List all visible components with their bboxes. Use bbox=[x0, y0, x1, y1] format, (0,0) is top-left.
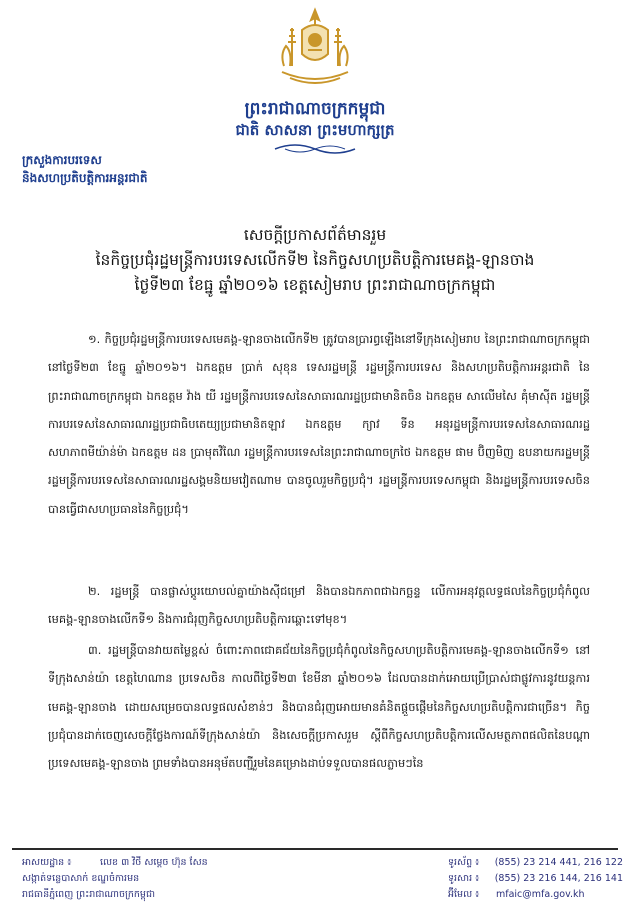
footer-divider bbox=[12, 848, 618, 850]
kingdom-title: ព្រះរាជាណាចក្រកម្ពុជា bbox=[244, 99, 386, 119]
fax-label: ទូរសារ ៖ bbox=[448, 873, 480, 884]
address-line-1: លេខ ៣ វិថី សម្តេច ហ៊ុន សែន bbox=[100, 857, 208, 868]
ornament-divider-icon bbox=[270, 141, 360, 157]
ministry-name: ក្រសួងការបរទេស bbox=[22, 153, 102, 167]
royal-coat-of-arms-icon bbox=[270, 6, 360, 88]
phone-number: (855) 23 214 441, 216 122 bbox=[494, 857, 623, 868]
paragraph-3: ៣. រដ្ឋមន្ត្រីបានវាយតម្លៃខ្ពស់ ចំពោះភាពជោគជ័យនៃកិច្ចប្រជុំកំពូលនៃកិច្ចសហប្រតិបត្តិការមេគង្គ-ឡានចាងលើកទី១ នៅទីក្រុងសាន់យ៉ា ខេត្តហៃណាន ប្រទេសចិន កាលពីថ្ងៃទី២៣ ខែមីនា ឆ្នាំ២០១៦ ដែលបានដាក់អោយប្រើប្រាស់ជាផ្លូវការនូវយន្តការមេគង្គ-ឡានចាង ដោយសម្រេចបានលទ្ធផលសំខាន់ៗ និងបានជំរុញអោយមានគំនិតផ្តួចផ្តើមនៃកិច្ចសហប្រតិបត្តិការជាច្រើន។ កិច្ចប្រជុំបានដាក់ចេញសេចក្តីថ្លែងការណ៍ទីក្រុងសាន់យ៉ា និងសេចក្តីប្រកាសរួម ស្តីពីកិច្ចសហប្រតិបត្តិការលើសមត្ថភាពផលិតនៃបណ្តាប្រទេសមេគង្គ-ឡានចាង ព្រមទាំងបានអនុម័តបញ្ជីរួមនៃគម្រោងដាប់ទទួលបានផលភ្លាមៗនៃ bbox=[48, 643, 590, 771]
paragraph-2: ២. រដ្ឋមន្ត្រី បានផ្លាស់ប្តូរយោបល់គ្នាយ៉ាងស៊ីជម្រៅ និងបានឯកភាពជាឯកច្ឆន្ទ លើការអនុវត្តលទ្ធផលនៃកិច្ចប្រជុំកំពូលមេគង្គ-ឡានចាងលើកទី១ និងការជំរុញកិច្ចសហប្រតិបត្តិការឆ្ពោះទៅមុខ។ bbox=[48, 584, 590, 627]
address-line-2: សង្កាត់ទន្លេបាសាក់ ខណ្ឌចំការមន bbox=[22, 873, 140, 884]
document-title: សេចក្តីប្រកាសព័ត៌មានរួម bbox=[243, 226, 387, 244]
ministry-name-line2: និងសហប្រតិបត្តិការអន្តរជាតិ bbox=[22, 171, 148, 185]
document-date-place: ថ្ងៃទី២៣ ខែធ្នូ ឆ្នាំ២០១៦ ខេត្តសៀមរាប ព្រះរាជាណាចក្រកម្ពុជា bbox=[134, 276, 496, 294]
national-motto: ជាតិ សាសនា ព្រះមហាក្សត្រ bbox=[235, 121, 395, 139]
phone-label: ទូរស័ព្ទ ៖ bbox=[448, 857, 480, 868]
address-label: អាសយដ្ឋាន ៖ bbox=[22, 857, 72, 868]
footer-address bbox=[22, 855, 352, 903]
email-address: mfaic@mfa.gov.kh bbox=[496, 889, 585, 900]
address-line-3: រាជធានីភ្នំពេញ ព្រះរាជាណាចក្រកម្ពុជា bbox=[22, 889, 155, 900]
document-subtitle: នៃកិច្ចប្រជុំរដ្ឋមន្ត្រីការបរទេសលើកទី២ នៃកិច្ចសហប្រតិបត្តិការមេគង្គ-ឡានចាង bbox=[95, 251, 535, 269]
footer-contact bbox=[448, 855, 623, 903]
email-label: អ៊ីមែល ៖ bbox=[448, 889, 480, 900]
fax-number: (855) 23 216 144, 216 141 bbox=[494, 873, 623, 884]
paragraph-1: ១. កិច្ចប្រជុំរដ្ឋមន្ត្រីការបរទេសមេគង្គ-ឡានចាងលើកទី២ ត្រូវបានប្រារព្ធឡើងនៅទីក្រុងសៀមរាប នៃព្រះរាជាណាចក្រកម្ពុជា នៅថ្ងៃទី២៣ ខែធ្នូ ឆ្នាំ២០១៦។ ឯកឧត្តម ប្រាក់ សុខុន ទេសរដ្ឋមន្ត្រី រដ្ឋមន្ត្រីការបរទេស និងសហប្រតិបត្តិការអន្តរជាតិ នៃព្រះរាជាណាចក្រកម្ពុជា ឯកឧត្តម វ៉ាង យី រដ្ឋមន្ត្រីការបរទេសនៃសាធារណរដ្ឋប្រជាមានិតចិន ឯកឧត្តម សាលើមសៃ គុំមាស៊ីត រដ្ឋមន្ត្រីការបរទេសនៃសាធារណរដ្ឋប្រជាធិបតេយ្យប្រជាមានិតឡាវ ឯកឧត្តម ក្យាវ ទីន អនុរដ្ឋមន្ត្រីការបរទេសនៃសាធារណរដ្ឋសហភាពមីយ៉ាន់ម៉ា ឯកឧត្តម ដន ប្រាមុតវិណៃ រដ្ឋមន្ត្រីការបរទេសនៃព្រះរាជាណាចក្រថៃ ឯកឧត្តម ផាម ប៊ិញមិញ ឧបនាយករដ្ឋមន្ត្រី រដ្ឋមន្ត្រីការបរទេសនៃសាធារណរដ្ឋសង្គមនិយមវៀតណាម បានចូលរួមកិច្ចប្រជុំ។ រដ្ឋមន្ត្រីការបរទេសកម្ពុជា និងរដ្ឋមន្ត្រីការបរទេសចិន បានធ្វើជាសហប្រធាននៃកិច្ចប្រជុំ។ bbox=[48, 332, 590, 516]
